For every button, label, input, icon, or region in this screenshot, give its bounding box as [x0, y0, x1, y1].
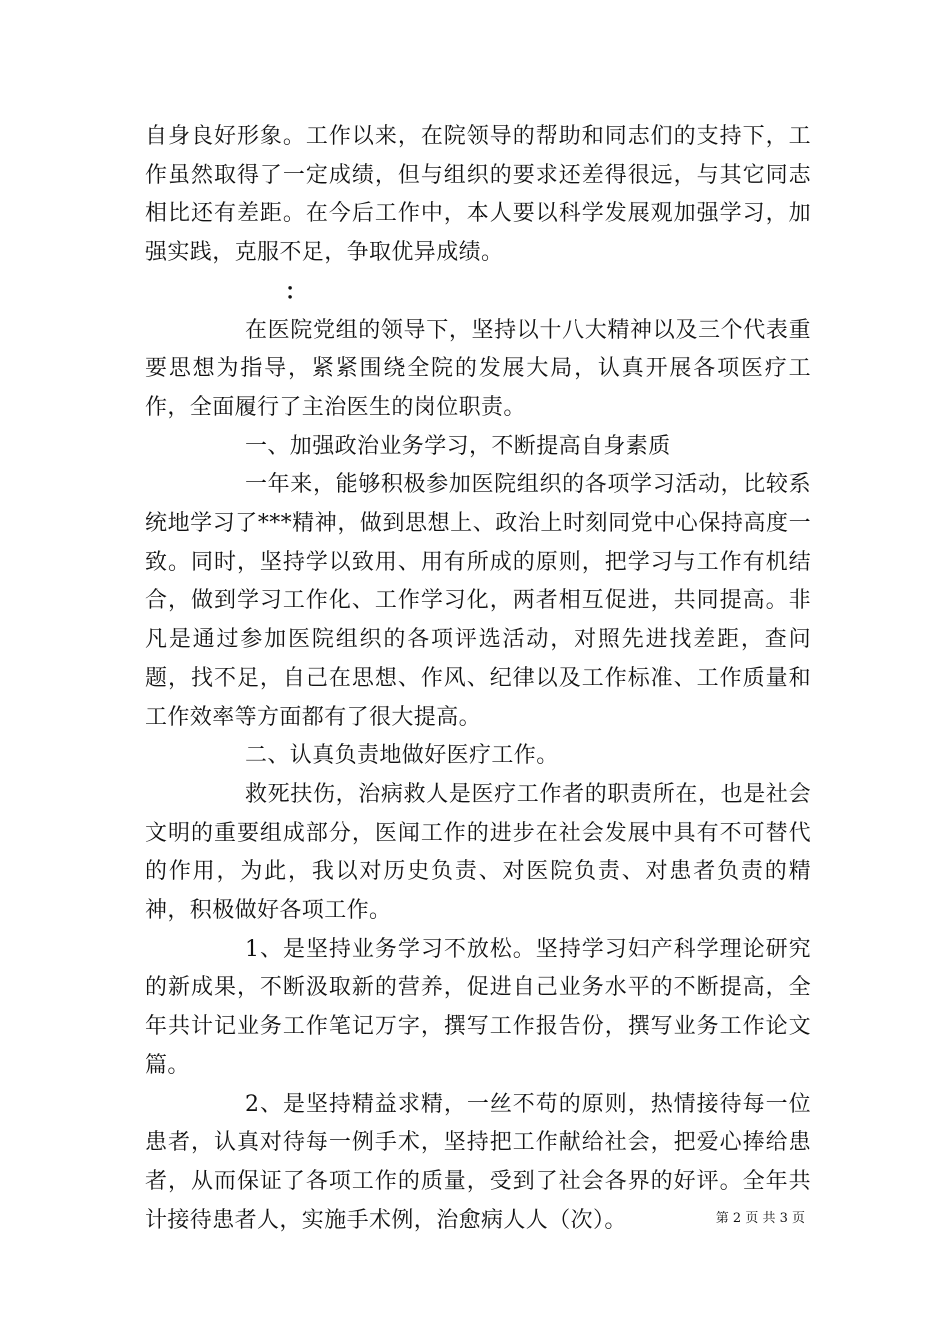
heading-section-2: 二、认真负责地做好医疗工作。	[245, 743, 559, 769]
paragraph-section-1: 一年来，能够积极参加医院组织的各项学习活动，比较系统地学习了***精神，做到思想上、政治上时刻同党中心保持高度一致。同时，坚持学以致用、用有所成的原则，把学习与工作有机结合，做到学习工作化、工作学习化，两者相互促进，共同提高。非凡是通过参加医院组织的各项评选活动，对照先进找差距，查问题，找不足，自己在思想、作风、纪律以及工作标准、工作质量和工作效率等方面都有了很大提高。	[145, 472, 811, 730]
section-colon: ：	[285, 278, 308, 305]
paragraph-item-1: 1、是坚持业务学习不放松。坚持学习妇产科学理论研究的新成果，不断汲取新的营养，促进自己业务水平的不断提高，全年共计记业务工作笔记万字，撰写工作报告份，撰写业务工作论文篇。	[145, 936, 811, 1078]
page-number-footer: 第 2 页 共 3 页	[715, 1211, 805, 1226]
paragraph-item-2: 2、是坚持精益求精，一丝不苟的原则，热情接待每一位患者，认真对待每一例手术，坚持把工作献给社会，把爱心捧给患者，从而保证了各项工作的质量，受到了社会各界的好评。全年共计接待患者人，实施手术例，治愈病人人（次）。	[145, 1091, 811, 1233]
document-body	[145, 118, 811, 1240]
paragraph-intro: 在医院党组的领导下，坚持以十八大精神以及三个代表重要思想为指导，紧紧围绕全院的发展大局，认真开展各项医疗工作，全面履行了主治医生的岗位职责。	[145, 317, 811, 420]
paragraph-continuation: 自身良好形象。工作以来，在院领导的帮助和同志们的支持下，工作虽然取得了一定成绩，但与组织的要求还差得很远，与其它同志相比还有差距。在今后工作中，本人要以科学发展观加强学习，加强实践，克服不足，争取优异成绩。	[145, 124, 811, 266]
heading-section-1: 一、加强政治业务学习，不断提高自身素质	[245, 433, 671, 459]
paragraph-section-2: 救死扶伤，治病救人是医疗工作者的职责所在，也是社会文明的重要组成部分，医闻工作的进步在社会发展中具有不可替代的作用，为此，我以对历史负责、对医院负责、对患者负责的精神，积极做好各项工作。	[145, 781, 811, 924]
